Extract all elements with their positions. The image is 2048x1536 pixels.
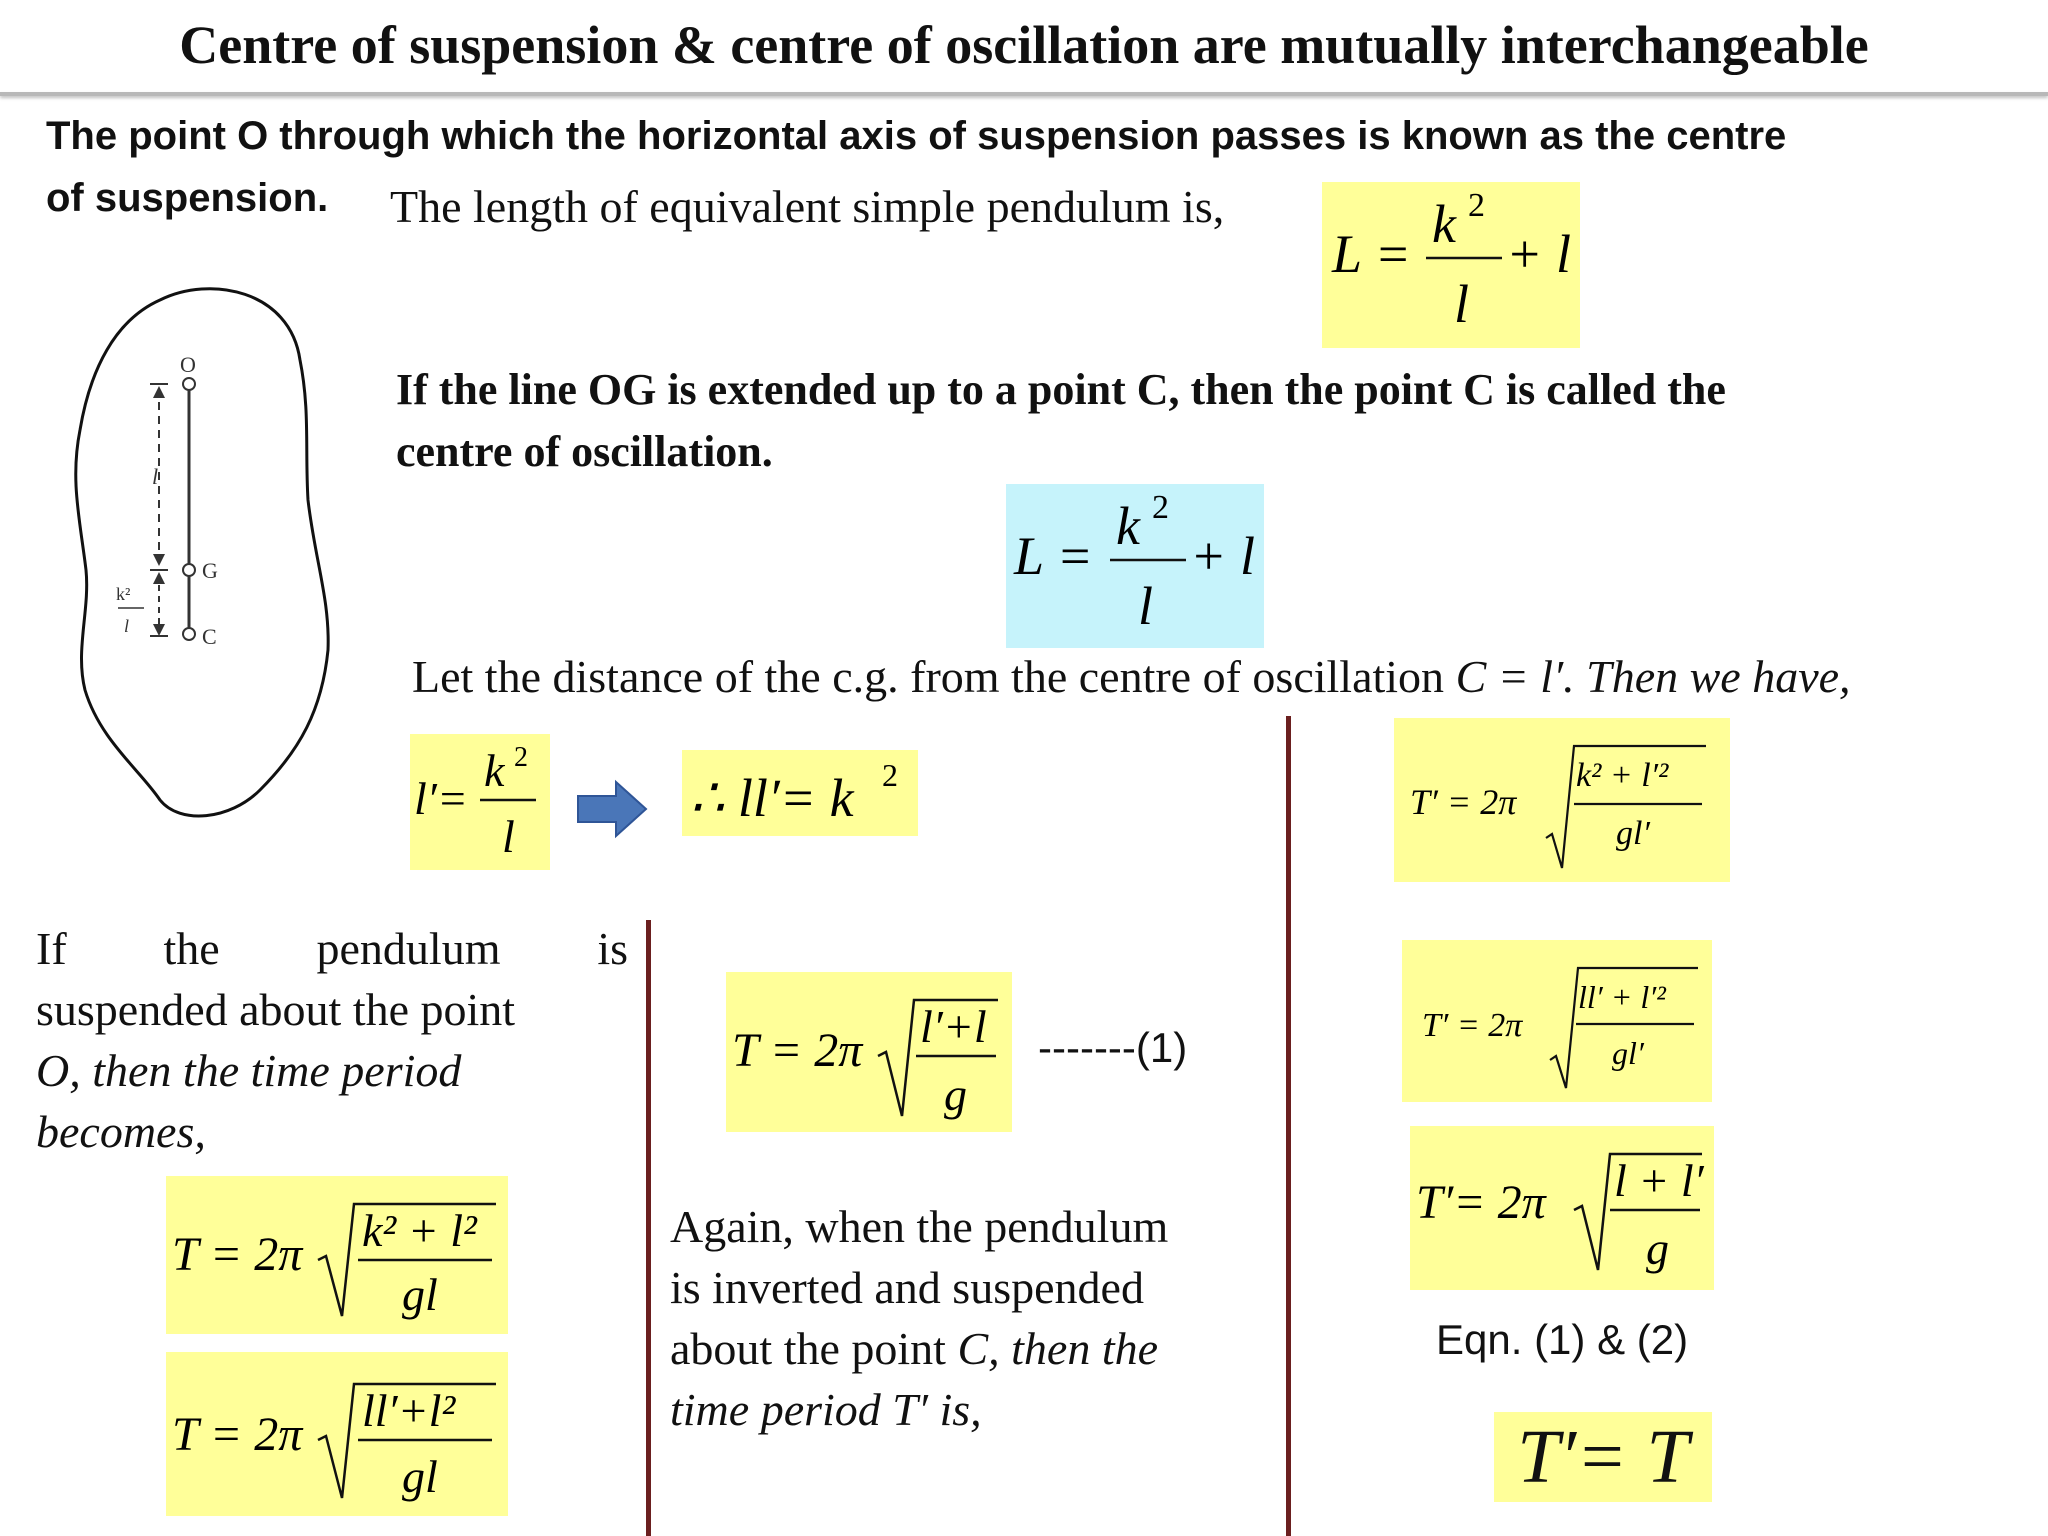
arrow-up-icon xyxy=(153,386,165,398)
formula-L-box xyxy=(1322,182,1580,348)
formula-L-lhs: L = xyxy=(1014,526,1093,586)
mid-para-line3 xyxy=(670,1318,1242,1379)
word: If xyxy=(36,923,67,974)
left-para-line2: suspended about the point xyxy=(36,984,516,1035)
formula-Tp1-box xyxy=(1394,718,1730,882)
label-g: G xyxy=(202,558,218,583)
formula-T1 xyxy=(166,1176,508,1334)
formula-L-num: k xyxy=(1432,194,1456,254)
formula-Tp3-box xyxy=(1410,1126,1714,1290)
formula-T-eq1-lhs: T = 2π xyxy=(732,1024,863,1077)
formula-Tp3-lhs: T′= 2π xyxy=(1416,1176,1546,1229)
formula-T1-den: gl xyxy=(402,1269,438,1320)
left-para-line1 xyxy=(36,918,628,979)
formula-L-exp: 2 xyxy=(1468,187,1485,224)
formula-L-den: l xyxy=(1454,274,1470,334)
formula-Tp2-den: gl′ xyxy=(1612,1035,1644,1071)
rigid-body-outline xyxy=(76,289,328,816)
label-l-denominator: l xyxy=(124,616,130,636)
word: is xyxy=(597,923,628,974)
eqn-reference: Eqn. (1) & (2) xyxy=(1436,1316,1689,1363)
point-c-marker xyxy=(183,628,195,640)
formula-L-exp: 2 xyxy=(1152,489,1169,526)
formula-therefore xyxy=(682,750,918,836)
mid-para-line2: is inverted and suspended xyxy=(670,1262,1144,1313)
mid-para-line3-normal: about the point xyxy=(670,1323,958,1374)
formula-L-num: k xyxy=(1116,496,1140,556)
formula-L-cyan xyxy=(1006,484,1264,648)
formula-L-lhs: L = xyxy=(1332,224,1411,284)
formula-Tp2-num: ll′ + l′² xyxy=(1578,979,1666,1015)
formula-L-tail: + l xyxy=(1190,526,1255,586)
formula-T2-den: gl xyxy=(402,1451,438,1502)
word: the xyxy=(163,923,220,974)
formula-Tp1-num: k² + l′² xyxy=(1576,757,1669,794)
left-para-line4: becomes, xyxy=(36,1106,206,1157)
point-o-marker xyxy=(183,378,195,390)
equation-tag-1: -------(1) xyxy=(1038,1024,1188,1071)
formula-lprime xyxy=(410,734,550,870)
formula-T2-lhs: T = 2π xyxy=(172,1408,303,1461)
oscillation-line1: If the line OG is extended up to a point C, then the point C is called the xyxy=(396,365,1726,414)
formula-L-tail: + l xyxy=(1506,224,1571,284)
intro-bold-line2: of suspension. xyxy=(46,176,329,220)
label-k2: k² xyxy=(116,584,131,604)
pendulum-diagram xyxy=(60,270,350,830)
formula-Tp2 xyxy=(1402,940,1712,1102)
formula-T2-num: ll′+l² xyxy=(362,1385,456,1436)
label-c: C xyxy=(202,624,217,649)
title-divider xyxy=(0,92,2048,96)
formula-T2 xyxy=(166,1352,508,1516)
mid-para-line3-italic: C, then the xyxy=(957,1323,1159,1374)
left-para-line3: O, then the time period xyxy=(36,1045,462,1096)
right-arrow-icon xyxy=(576,778,650,840)
formula-Tp1-den: gl′ xyxy=(1616,815,1650,852)
column-divider-right xyxy=(1286,716,1291,1536)
formula-lprime-den: l xyxy=(502,811,515,862)
mid-paragraph xyxy=(670,1196,1242,1440)
formula-T2-box xyxy=(166,1352,508,1516)
oscillation-line2: centre of oscillation. xyxy=(396,427,773,476)
left-paragraph xyxy=(36,918,628,1162)
result-box xyxy=(1494,1412,1712,1502)
formula-T-eq1 xyxy=(726,972,1012,1132)
formula-Tp3-num: l + l′ xyxy=(1614,1155,1704,1206)
formula-therefore-exp: 2 xyxy=(882,757,898,793)
formula-T-eq1-den: g xyxy=(944,1069,967,1120)
intro-bold-line1: The point O through which the horizontal axis of suspension passes is known as the centre xyxy=(46,114,1787,158)
intro-text: The length of equivalent simple pendulum is, xyxy=(390,181,1225,232)
result-formula: T′= T xyxy=(1517,1415,1689,1499)
formula-T1-box xyxy=(166,1176,508,1334)
arrow-down-icon xyxy=(153,554,165,566)
mid-para-line4: time period T′ is, xyxy=(670,1384,982,1435)
formula-T1-num: k² + l² xyxy=(362,1205,477,1256)
formula-Tp3-den: g xyxy=(1646,1223,1669,1274)
label-o: O xyxy=(180,352,196,377)
formula-Tp2-lhs: T′ = 2π xyxy=(1422,1007,1523,1044)
arrow-down-icon xyxy=(153,624,165,636)
word: pendulum xyxy=(316,923,501,974)
formula-therefore-box xyxy=(682,750,918,836)
formula-Tp2-box xyxy=(1402,940,1712,1102)
formula-L-den: l xyxy=(1138,576,1154,636)
formula-Tp3 xyxy=(1410,1126,1714,1290)
formula-lprime-num: k xyxy=(484,745,505,796)
formula-L-cyan-box xyxy=(1006,484,1264,648)
label-l: l xyxy=(152,464,159,489)
let-text-italic: C = l′. Then we have, xyxy=(1455,651,1851,702)
formula-T1-lhs: T = 2π xyxy=(172,1228,303,1281)
mid-para-line1: Again, when the pendulum xyxy=(670,1201,1169,1252)
formula-T-eq1-box xyxy=(726,972,1012,1132)
page-title: Centre of suspension & centre of oscillation are mutually interchangeable xyxy=(179,15,1869,75)
formula-lprime-lhs: l′= xyxy=(414,773,468,824)
let-text xyxy=(412,650,1851,703)
column-divider-left xyxy=(646,920,651,1536)
formula-therefore-text: ∴ ll′= k xyxy=(690,768,854,828)
formula-T-eq1-num: l′+l xyxy=(920,1001,987,1052)
point-g-marker xyxy=(183,564,195,576)
formula-Tp1-lhs: T′ = 2π xyxy=(1410,782,1517,822)
formula-lprime-exp: 2 xyxy=(514,742,528,773)
formula-Tp1 xyxy=(1394,718,1730,882)
let-text-normal: Let the distance of the c.g. from the centre of oscillation xyxy=(412,651,1456,702)
formula-L xyxy=(1322,182,1580,348)
arrow-up-icon xyxy=(153,572,165,584)
formula-lprime-box xyxy=(410,734,550,870)
